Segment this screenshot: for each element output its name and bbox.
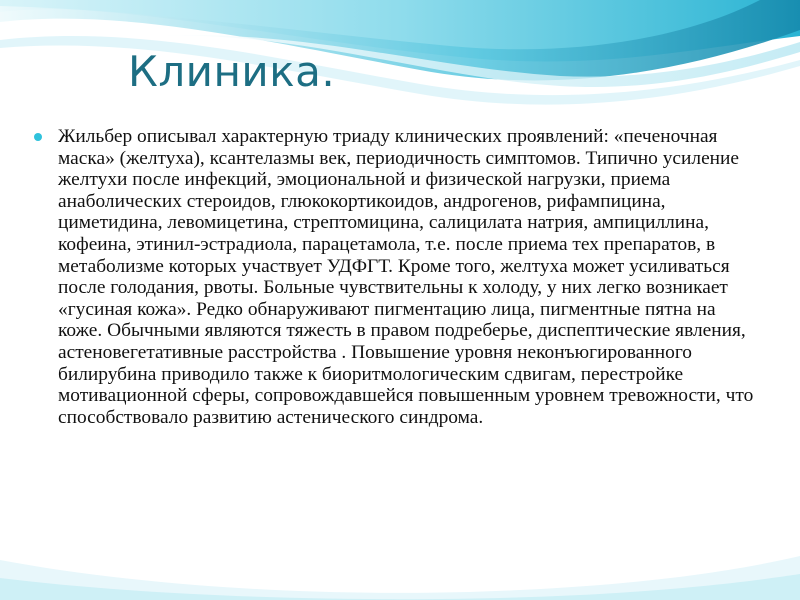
bullet-item xyxy=(34,126,754,428)
bullet-text: Жильбер описывал характерную триаду клинических проявлений: «печеночная маска» (желтуха), ксантелазмы век, периодичность симптомов. Типично усиление желтухи после инфекций, эмоциональной и физической нагрузки, приема анаболических стероидов, глюкокортикоидов, андрогенов, рифампицина, циметидина, левомицетина, стрептомицина, салицилата натрия, ампициллина, кофеина, этинил-эстрадиола, парацетамола, т.е. после приема тех препаратов, в метаболизме которых участвует УДФГТ. Кроме того, желтуха может усиливаться после голодания, рвоты. Больные чувствительны к холоду, у них легко возникает «гусиная кожа». Редко обнаруживают пигментацию лица, пигментные пятна на коже. Обычными являются тяжесть в правом подреберье, диспептические явления, астеновегетативные расстройства . Повышение уровня неконъюгированного билирубина приводило также к биоритмологическим сдвигам, перестройке мотивационной сферы, сопровождавшейся повышенным уровнем тревожности, что способствовало развитию астенического синдрома. xyxy=(58,126,754,428)
slide-title: Клиника. xyxy=(128,47,336,96)
bullet-icon xyxy=(34,133,42,141)
slide-content xyxy=(34,126,754,428)
